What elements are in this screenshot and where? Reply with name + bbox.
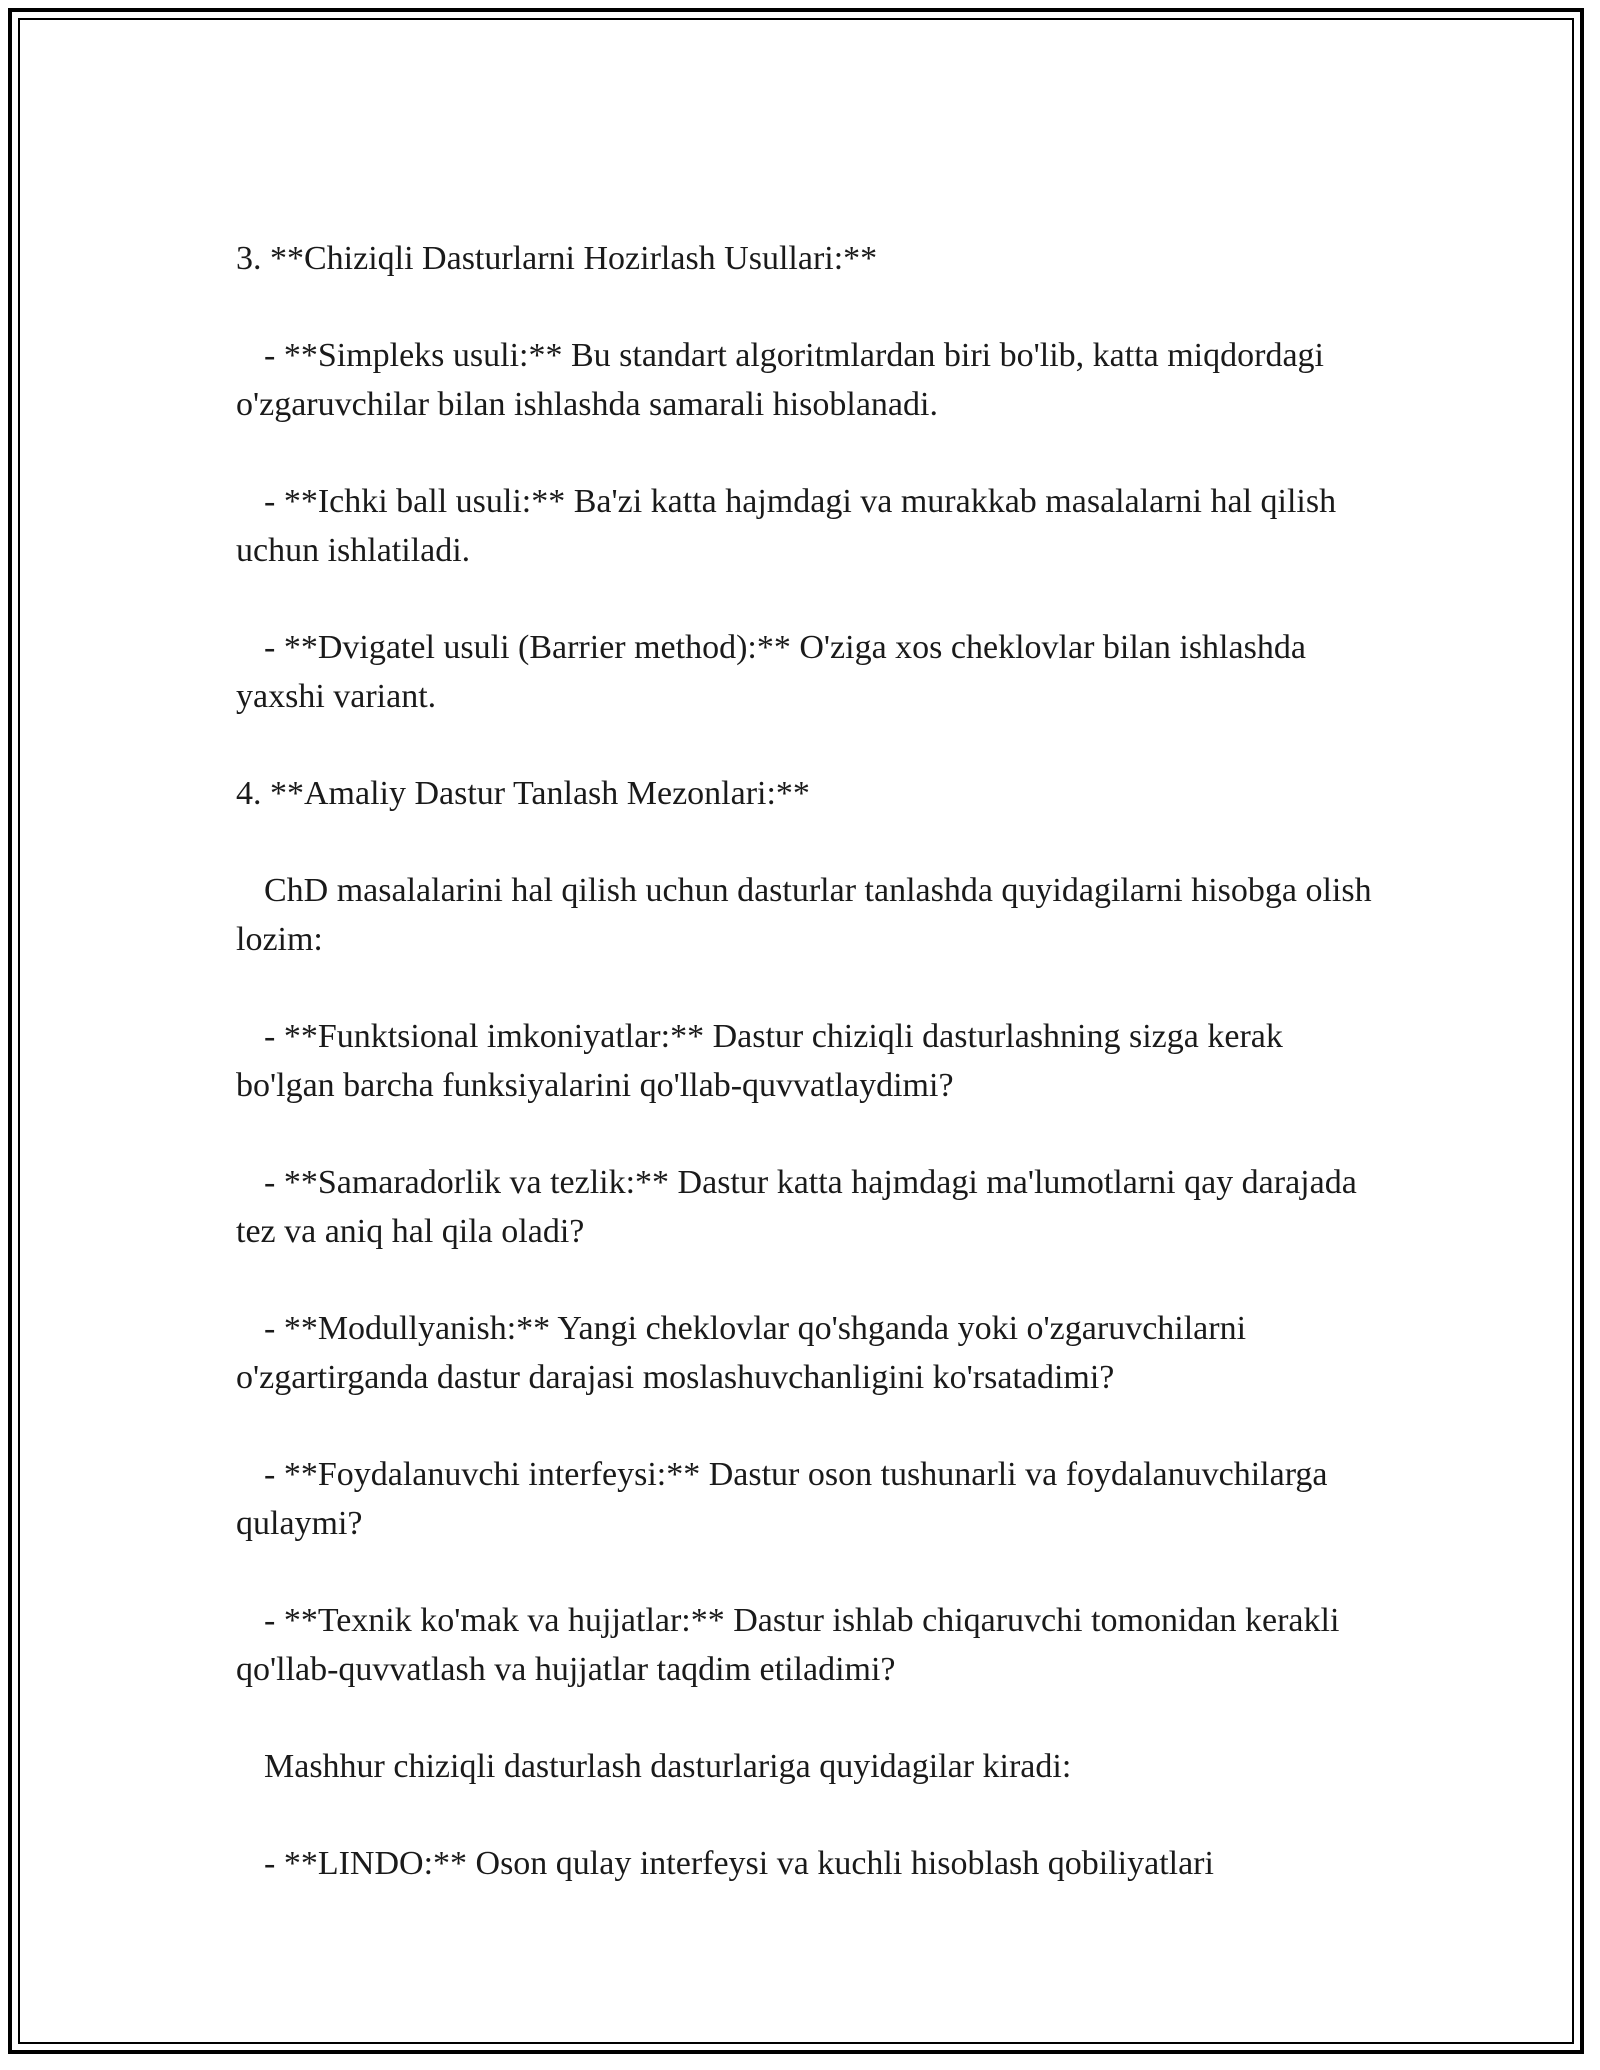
list-item-samaradorlik: - **Samaradorlik va tezlik:** Dastur katta hajmdagi ma'lumotlarni qay darajada tez va aniq hal qila oladi?: [236, 1164, 1366, 1250]
section-heading-3: 3. **Chiziqli Dasturlarni Hozirlash Usullari:**: [236, 240, 878, 277]
list-item-modullyanish: - **Modullyanish:** Yangi cheklovlar qo'shganda yoki o'zgaruvchilarni o'zgartirganda dastur darajasi moslashuvchanligini ko'rsatadimi?: [236, 1310, 1255, 1396]
intro-paragraph: ChD masalalarini hal qilish uchun dasturlar tanlashda quyidagilarni hisobga olish lozim:: [236, 872, 1381, 958]
document-body: [236, 234, 1381, 1936]
programs-intro: Mashhur chiziqli dasturlash dasturlariga quyidagilar kiradi:: [264, 1748, 1072, 1785]
list-item-texnik: - **Texnik ko'mak va hujjatlar:** Dastur ishlab chiqaruvchi tomonidan kerakli qo'llab-quvvatlash va hujjatlar taqdim etiladimi?: [236, 1602, 1348, 1688]
list-item-lindo: - **LINDO:** Oson qulay interfeysi va kuchli hisoblash qobiliyatlari: [264, 1845, 1214, 1882]
list-item-dvigatel: - **Dvigatel usuli (Barrier method):** O'ziga xos cheklovlar bilan ishlashda yaxshi variant.: [236, 629, 1315, 715]
list-item-funktsional: - **Funktsional imkoniyatlar:** Dastur chiziqli dasturlashning sizga kerak bo'lgan barcha funksiyalarini qo'llab-quvvatlaydimi?: [236, 1018, 1292, 1104]
section-heading-4: 4. **Amaliy Dastur Tanlash Mezonlari:**: [236, 775, 810, 812]
list-item-foydalanuvchi: - **Foydalanuvchi interfeysi:** Dastur oson tushunarli va foydalanuvchilarga qulaymi?: [236, 1456, 1337, 1542]
list-item-ichki-ball: - **Ichki ball usuli:** Ba'zi katta hajmdagi va murakkab masalalarni hal qilish uchun ishlatiladi.: [236, 483, 1345, 569]
list-item-simpleks: - **Simpleks usuli:** Bu standart algoritmlardan biri bo'lib, katta miqdordagi o'zgaruvchilar bilan ishlashda samarali hisoblanadi.: [236, 337, 1333, 423]
